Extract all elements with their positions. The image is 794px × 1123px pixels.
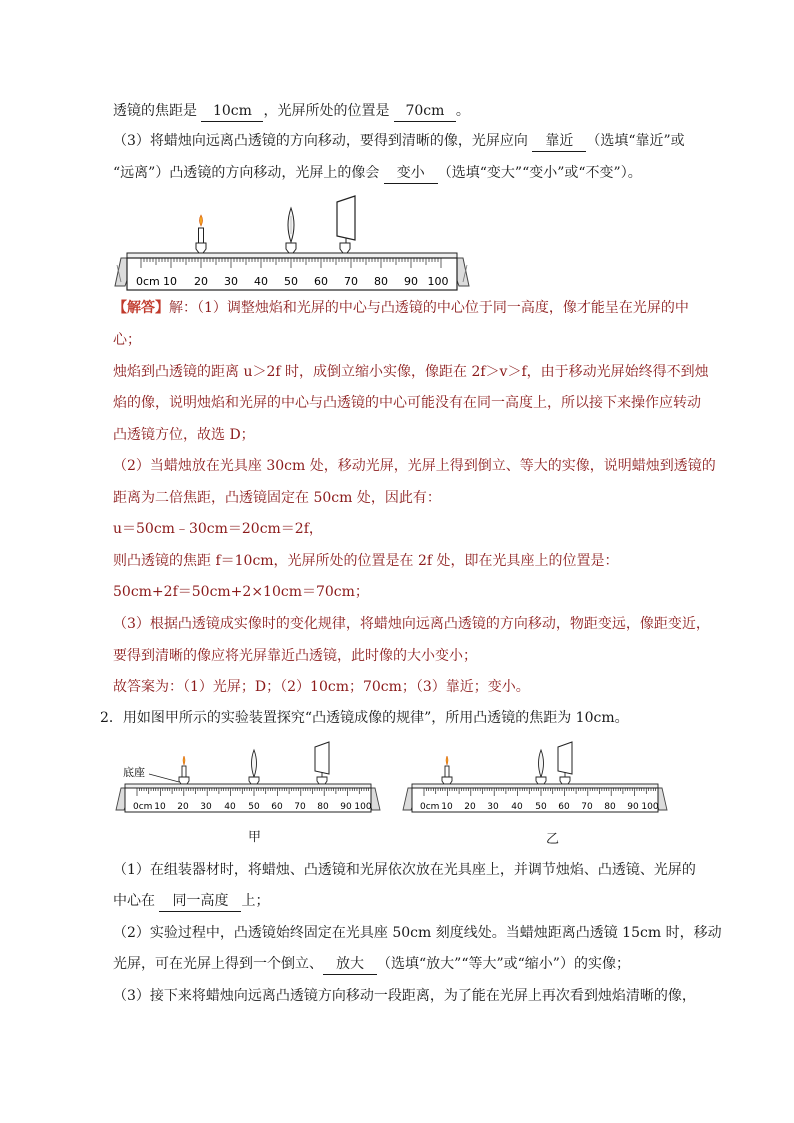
light-screen-icon — [558, 742, 572, 784]
scale-label: 70 — [294, 802, 306, 812]
text: （选填“靠近”或 — [586, 133, 685, 149]
light-screen-icon — [337, 196, 355, 253]
scale-label: 10 — [154, 802, 166, 812]
scale-label: 60 — [314, 275, 328, 288]
text: 透镜的焦距是 — [113, 103, 202, 119]
candle-icon — [196, 215, 206, 253]
scale-label: 100 — [641, 802, 659, 812]
figure-label-a: 甲 — [248, 830, 262, 845]
scale-label: 40 — [511, 802, 523, 812]
answer-blank: 70cm — [394, 101, 456, 122]
answer-line — [113, 298, 689, 318]
scale-label: 20 — [464, 802, 476, 812]
scale-label: 80 — [604, 802, 616, 812]
answer-line: 要得到清晰的像应将光屏靠近凸透镜，此时像的大小变小； — [113, 648, 477, 664]
text: （选填“放大”“等大”或“缩小”）的实像； — [377, 956, 630, 972]
answer-line: （3）根据凸透镜成实像时的变化规律，将蜡烛向远离凸透镜的方向移动，物距变远，像距变近， — [113, 616, 710, 632]
optical-bench-figure-a — [113, 738, 383, 818]
scale-label: 20 — [194, 275, 208, 288]
scale-label: 80 — [374, 275, 388, 288]
text-line — [113, 131, 685, 152]
answer-line: u＝50cm﹣30cm＝20cm＝2f， — [113, 521, 323, 537]
text: 。 — [455, 103, 470, 119]
text-line: （3）接下来将蜡烛向远离凸透镜方向移动一段距离，为了能在光屏上再次看到烛焰清晰的像， — [113, 988, 696, 1004]
scale-label: 40 — [254, 275, 268, 288]
scale-label: 60 — [271, 802, 283, 812]
scale-label: 40 — [224, 802, 236, 812]
text: 上； — [241, 893, 270, 909]
text: 中心在 — [113, 893, 160, 909]
scale-label: 10 — [441, 802, 453, 812]
convex-lens-icon — [249, 750, 259, 784]
candle-icon — [442, 756, 452, 784]
answer-line: 距离为二倍焦距，凸透镜固定在 50cm 处，因此有： — [113, 490, 441, 506]
text-line — [113, 954, 630, 975]
text-line: （2）实验过程中，凸透镜始终固定在光具座 50cm 刻度线处。当蜡烛距离凸透镜 15cm 时，移动 — [113, 925, 722, 941]
text-line — [113, 101, 470, 122]
answer-blank: 变小 — [384, 163, 438, 184]
text: （3）将蜡烛向远离凸透镜的方向移动，要得到清晰的像，光屏应向 — [113, 133, 533, 149]
scale-label: 50 — [535, 802, 547, 812]
scale-label: 90 — [340, 802, 352, 812]
answer-line: 则凸透镜的焦距 f＝10cm，光屏所处的位置是在 2f 处，即在光具座上的位置是： — [113, 553, 619, 569]
figure-label-b: 乙 — [546, 832, 560, 847]
answer-line: 焰的像，说明烛焰和光屏的中心与凸透镜的中心可能没有在同一高度上，所以接下来操作应转动 — [113, 395, 701, 411]
text-line: （1）在组装器材时，将蜡烛、凸透镜和光屏依次放在光具座上，并调节烛焰、凸透镜、光屏的 — [113, 862, 696, 878]
answer-line: （2）当蜡烛放在光具座 30cm 处，移动光屏，光屏上得到倒立、等大的实像，说明蜡烛到透镜的 — [113, 458, 716, 474]
answer-line: 故答案为：（1）光屏；D；（2）10cm；70cm；（3）靠近；变小。 — [113, 679, 530, 695]
text: （选填“变大”“变小”或“不变”）。 — [437, 165, 642, 181]
scale-label: 100 — [427, 275, 449, 288]
scale-label: 60 — [558, 802, 570, 812]
scale-label: 0cm — [420, 802, 440, 812]
answer-blank: 靠近 — [532, 131, 586, 152]
convex-lens-icon — [536, 750, 546, 784]
convex-lens-icon — [286, 208, 296, 253]
scale-label: 90 — [404, 275, 418, 288]
text: 光屏，可在光屏上得到一个倒立、 — [113, 956, 323, 972]
scale-label: 90 — [627, 802, 639, 812]
scale-label: 30 — [224, 275, 238, 288]
answer-blank: 同一高度 — [159, 891, 241, 912]
scale-label: 70 — [581, 802, 593, 812]
scale-label: 10 — [163, 275, 177, 288]
scale-label: 50 — [248, 802, 260, 812]
optical-bench-figure — [113, 192, 473, 292]
scale-label: 80 — [317, 802, 329, 812]
text: ，光屏所处的位置是 — [263, 103, 394, 119]
base-label: 底座 — [123, 766, 145, 779]
question-intro: 2．用如图甲所示的实验装置探究“凸透镜成像的规律”，所用凸透镜的焦距为 10cm。 — [100, 710, 629, 726]
scale-label: 0cm — [136, 275, 160, 288]
text: “远离”）凸透镜的方向移动，光屏上的像会 — [113, 165, 384, 181]
answer-blank: 放大 — [323, 954, 377, 975]
answer-heading: 【解答】 — [113, 300, 169, 316]
text-line — [113, 163, 642, 184]
candle-icon — [179, 756, 189, 784]
answer-blank: 10cm — [201, 101, 263, 122]
text-line — [113, 891, 269, 912]
scale-label: 20 — [177, 802, 189, 812]
answer-line: 烛焰到凸透镜的距离 u＞2f 时，成倒立缩小实像，像距在 2f＞v＞f，由于移动光屏始终得不到烛 — [113, 364, 709, 380]
answer-line: 凸透镜方位，故选 D； — [113, 427, 255, 443]
scale-label: 30 — [487, 802, 499, 812]
light-screen-icon — [315, 742, 329, 784]
text: 解：（1）调整烛焰和光屏的中心与凸透镜的中心位于同一高度，像才能呈在光屏的中 — [169, 300, 689, 316]
answer-line: 心； — [113, 332, 141, 348]
scale-label: 70 — [344, 275, 358, 288]
optical-bench-figure-b — [400, 738, 670, 818]
answer-line: 50cm+2f＝50cm+2×10cm＝70cm； — [113, 584, 369, 600]
scale-label: 50 — [284, 275, 298, 288]
scale-label: 30 — [200, 802, 212, 812]
scale-label: 0cm — [133, 802, 153, 812]
scale-label: 100 — [354, 802, 372, 812]
